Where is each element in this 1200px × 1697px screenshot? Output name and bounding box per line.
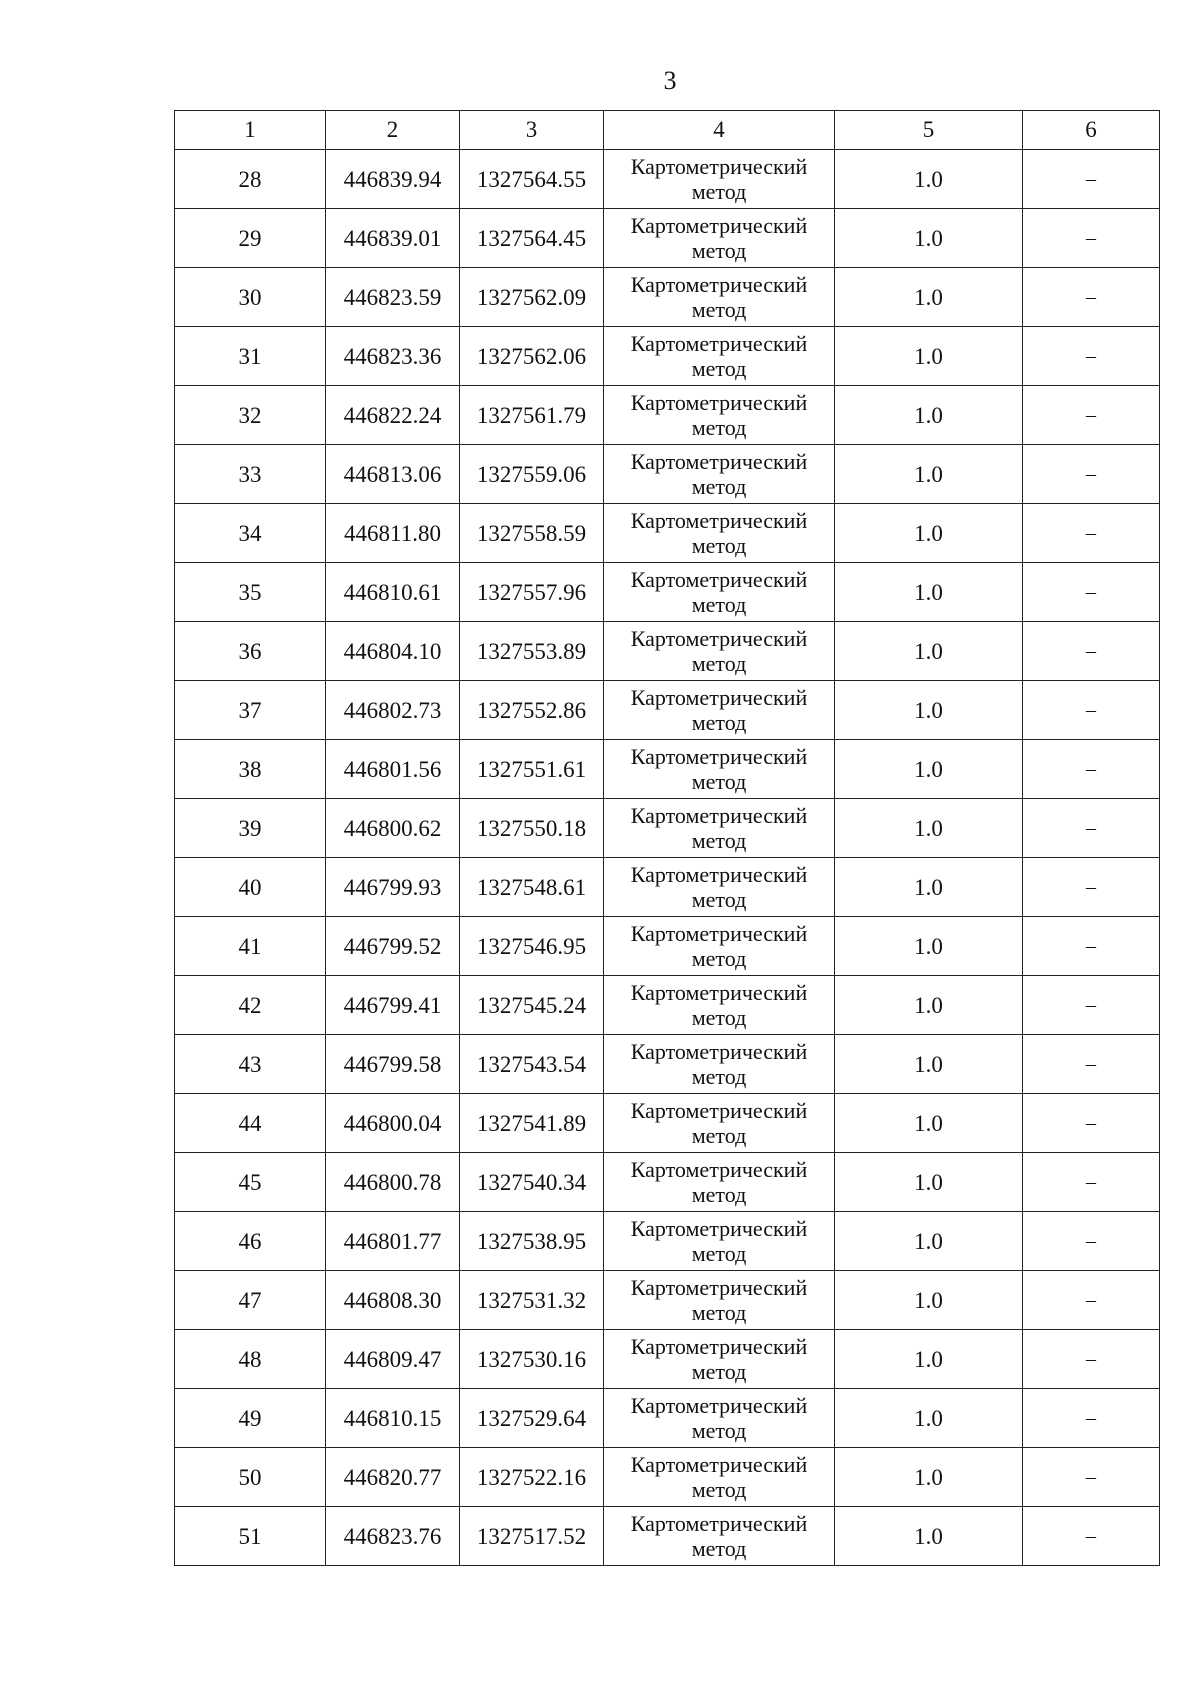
coordinate-y-cell: 1327531.32	[460, 1271, 604, 1330]
note-cell: –	[1023, 445, 1160, 504]
accuracy-cell: 1.0	[835, 1448, 1023, 1507]
accuracy-cell: 1.0	[835, 681, 1023, 740]
accuracy-cell: 1.0	[835, 150, 1023, 209]
coordinate-y-cell: 1327530.16	[460, 1330, 604, 1389]
note-cell: –	[1023, 209, 1160, 268]
method-cell: Картометрический метод	[604, 681, 835, 740]
method-cell: Картометрический метод	[604, 1035, 835, 1094]
note-cell: –	[1023, 1035, 1160, 1094]
header-cell-col-3: 3	[460, 111, 604, 150]
note-cell: –	[1023, 799, 1160, 858]
note-cell: –	[1023, 681, 1160, 740]
table-row	[175, 681, 1160, 740]
table-row	[175, 1271, 1160, 1330]
table-row	[175, 150, 1160, 209]
method-cell: Картометрический метод	[604, 1448, 835, 1507]
table-row	[175, 504, 1160, 563]
method-cell: Картометрический метод	[604, 740, 835, 799]
coordinate-y-cell: 1327561.79	[460, 386, 604, 445]
note-cell: –	[1023, 1389, 1160, 1448]
coordinate-x-cell: 446810.15	[326, 1389, 460, 1448]
coordinate-x-cell: 446839.94	[326, 150, 460, 209]
note-cell: –	[1023, 622, 1160, 681]
coordinates-table	[174, 110, 1160, 1566]
note-cell: –	[1023, 858, 1160, 917]
table-row	[175, 799, 1160, 858]
accuracy-cell: 1.0	[835, 858, 1023, 917]
coordinate-x-cell: 446799.93	[326, 858, 460, 917]
table-row	[175, 209, 1160, 268]
header-cell-col-2: 2	[326, 111, 460, 150]
coordinate-y-cell: 1327559.06	[460, 445, 604, 504]
method-cell: Картометрический метод	[604, 209, 835, 268]
table-row	[175, 1330, 1160, 1389]
note-cell: –	[1023, 1153, 1160, 1212]
accuracy-cell: 1.0	[835, 917, 1023, 976]
point-number-cell: 48	[175, 1330, 326, 1389]
coordinate-x-cell: 446820.77	[326, 1448, 460, 1507]
coordinate-x-cell: 446802.73	[326, 681, 460, 740]
accuracy-cell: 1.0	[835, 799, 1023, 858]
note-cell: –	[1023, 1507, 1160, 1566]
point-number-cell: 46	[175, 1212, 326, 1271]
point-number-cell: 37	[175, 681, 326, 740]
accuracy-cell: 1.0	[835, 1035, 1023, 1094]
header-cell-col-4: 4	[604, 111, 835, 150]
method-cell: Картометрический метод	[604, 1271, 835, 1330]
coordinate-x-cell: 446839.01	[326, 209, 460, 268]
point-number-cell: 40	[175, 858, 326, 917]
table-row	[175, 622, 1160, 681]
point-number-cell: 31	[175, 327, 326, 386]
note-cell: –	[1023, 386, 1160, 445]
point-number-cell: 35	[175, 563, 326, 622]
note-cell: –	[1023, 504, 1160, 563]
coordinate-x-cell: 446822.24	[326, 386, 460, 445]
coordinate-x-cell: 446810.61	[326, 563, 460, 622]
table-row	[175, 386, 1160, 445]
coordinate-y-cell: 1327517.52	[460, 1507, 604, 1566]
accuracy-cell: 1.0	[835, 1153, 1023, 1212]
accuracy-cell: 1.0	[835, 976, 1023, 1035]
point-number-cell: 34	[175, 504, 326, 563]
coordinate-y-cell: 1327522.16	[460, 1448, 604, 1507]
method-cell: Картометрический метод	[604, 1153, 835, 1212]
note-cell: –	[1023, 150, 1160, 209]
accuracy-cell: 1.0	[835, 504, 1023, 563]
coordinate-y-cell: 1327538.95	[460, 1212, 604, 1271]
table-row	[175, 976, 1160, 1035]
coordinate-y-cell: 1327546.95	[460, 917, 604, 976]
note-cell: –	[1023, 1094, 1160, 1153]
point-number-cell: 36	[175, 622, 326, 681]
point-number-cell: 41	[175, 917, 326, 976]
coordinate-x-cell: 446804.10	[326, 622, 460, 681]
coordinate-y-cell: 1327529.64	[460, 1389, 604, 1448]
coordinate-x-cell: 446800.62	[326, 799, 460, 858]
table-row	[175, 327, 1160, 386]
note-cell: –	[1023, 976, 1160, 1035]
point-number-cell: 43	[175, 1035, 326, 1094]
point-number-cell: 51	[175, 1507, 326, 1566]
coordinate-y-cell: 1327564.55	[460, 150, 604, 209]
point-number-cell: 33	[175, 445, 326, 504]
coordinate-x-cell: 446799.52	[326, 917, 460, 976]
accuracy-cell: 1.0	[835, 327, 1023, 386]
accuracy-cell: 1.0	[835, 268, 1023, 327]
table-row	[175, 1212, 1160, 1271]
method-cell: Картометрический метод	[604, 268, 835, 327]
table-row	[175, 1094, 1160, 1153]
point-number-cell: 38	[175, 740, 326, 799]
coordinate-x-cell: 446800.78	[326, 1153, 460, 1212]
point-number-cell: 29	[175, 209, 326, 268]
point-number-cell: 32	[175, 386, 326, 445]
coordinate-y-cell: 1327557.96	[460, 563, 604, 622]
coordinate-x-cell: 446799.41	[326, 976, 460, 1035]
accuracy-cell: 1.0	[835, 1507, 1023, 1566]
table-row	[175, 1389, 1160, 1448]
coordinate-y-cell: 1327543.54	[460, 1035, 604, 1094]
coordinate-y-cell: 1327540.34	[460, 1153, 604, 1212]
table-row	[175, 268, 1160, 327]
table-row	[175, 740, 1160, 799]
accuracy-cell: 1.0	[835, 563, 1023, 622]
table-row	[175, 858, 1160, 917]
method-cell: Картометрический метод	[604, 858, 835, 917]
point-number-cell: 44	[175, 1094, 326, 1153]
table-row	[175, 1035, 1160, 1094]
coordinate-y-cell: 1327548.61	[460, 858, 604, 917]
method-cell: Картометрический метод	[604, 917, 835, 976]
coordinate-x-cell: 446823.36	[326, 327, 460, 386]
table-row	[175, 445, 1160, 504]
coordinate-y-cell: 1327562.09	[460, 268, 604, 327]
coordinate-y-cell: 1327562.06	[460, 327, 604, 386]
method-cell: Картометрический метод	[604, 563, 835, 622]
note-cell: –	[1023, 1212, 1160, 1271]
point-number-cell: 49	[175, 1389, 326, 1448]
table-header-row	[175, 111, 1160, 150]
method-cell: Картометрический метод	[604, 1094, 835, 1153]
table-row	[175, 563, 1160, 622]
coordinate-x-cell: 446823.59	[326, 268, 460, 327]
method-cell: Картометрический метод	[604, 150, 835, 209]
coordinate-y-cell: 1327551.61	[460, 740, 604, 799]
point-number-cell: 30	[175, 268, 326, 327]
point-number-cell: 42	[175, 976, 326, 1035]
note-cell: –	[1023, 1448, 1160, 1507]
note-cell: –	[1023, 1271, 1160, 1330]
point-number-cell: 39	[175, 799, 326, 858]
coordinate-x-cell: 446809.47	[326, 1330, 460, 1389]
point-number-cell: 28	[175, 150, 326, 209]
method-cell: Картометрический метод	[604, 1330, 835, 1389]
coordinate-x-cell: 446800.04	[326, 1094, 460, 1153]
accuracy-cell: 1.0	[835, 622, 1023, 681]
method-cell: Картометрический метод	[604, 327, 835, 386]
page-number: 3	[663, 66, 677, 95]
method-cell: Картометрический метод	[604, 1212, 835, 1271]
method-cell: Картометрический метод	[604, 504, 835, 563]
header-cell-col-1: 1	[175, 111, 326, 150]
header-cell-col-5: 5	[835, 111, 1023, 150]
coordinate-y-cell: 1327552.86	[460, 681, 604, 740]
coordinate-x-cell: 446823.76	[326, 1507, 460, 1566]
coordinate-y-cell: 1327564.45	[460, 209, 604, 268]
coordinate-x-cell: 446801.56	[326, 740, 460, 799]
accuracy-cell: 1.0	[835, 740, 1023, 799]
coordinate-y-cell: 1327545.24	[460, 976, 604, 1035]
note-cell: –	[1023, 740, 1160, 799]
coordinate-y-cell: 1327541.89	[460, 1094, 604, 1153]
header-cell-col-6: 6	[1023, 111, 1160, 150]
table-row	[175, 917, 1160, 976]
coordinate-x-cell: 446799.58	[326, 1035, 460, 1094]
coordinate-y-cell: 1327550.18	[460, 799, 604, 858]
coordinate-x-cell: 446813.06	[326, 445, 460, 504]
table-row	[175, 1448, 1160, 1507]
table-row	[175, 1153, 1160, 1212]
accuracy-cell: 1.0	[835, 1389, 1023, 1448]
coordinates-table-body	[175, 111, 1160, 1566]
accuracy-cell: 1.0	[835, 386, 1023, 445]
method-cell: Картометрический метод	[604, 1507, 835, 1566]
point-number-cell: 47	[175, 1271, 326, 1330]
accuracy-cell: 1.0	[835, 445, 1023, 504]
point-number-cell: 45	[175, 1153, 326, 1212]
accuracy-cell: 1.0	[835, 1271, 1023, 1330]
accuracy-cell: 1.0	[835, 209, 1023, 268]
note-cell: –	[1023, 1330, 1160, 1389]
method-cell: Картометрический метод	[604, 1389, 835, 1448]
method-cell: Картометрический метод	[604, 386, 835, 445]
method-cell: Картометрический метод	[604, 976, 835, 1035]
method-cell: Картометрический метод	[604, 622, 835, 681]
method-cell: Картометрический метод	[604, 799, 835, 858]
note-cell: –	[1023, 917, 1160, 976]
accuracy-cell: 1.0	[835, 1330, 1023, 1389]
method-cell: Картометрический метод	[604, 445, 835, 504]
coordinate-x-cell: 446801.77	[326, 1212, 460, 1271]
table-row	[175, 1507, 1160, 1566]
coordinate-y-cell: 1327553.89	[460, 622, 604, 681]
coordinate-y-cell: 1327558.59	[460, 504, 604, 563]
note-cell: –	[1023, 563, 1160, 622]
accuracy-cell: 1.0	[835, 1094, 1023, 1153]
accuracy-cell: 1.0	[835, 1212, 1023, 1271]
point-number-cell: 50	[175, 1448, 326, 1507]
note-cell: –	[1023, 327, 1160, 386]
note-cell: –	[1023, 268, 1160, 327]
coordinate-x-cell: 446811.80	[326, 504, 460, 563]
coordinate-x-cell: 446808.30	[326, 1271, 460, 1330]
